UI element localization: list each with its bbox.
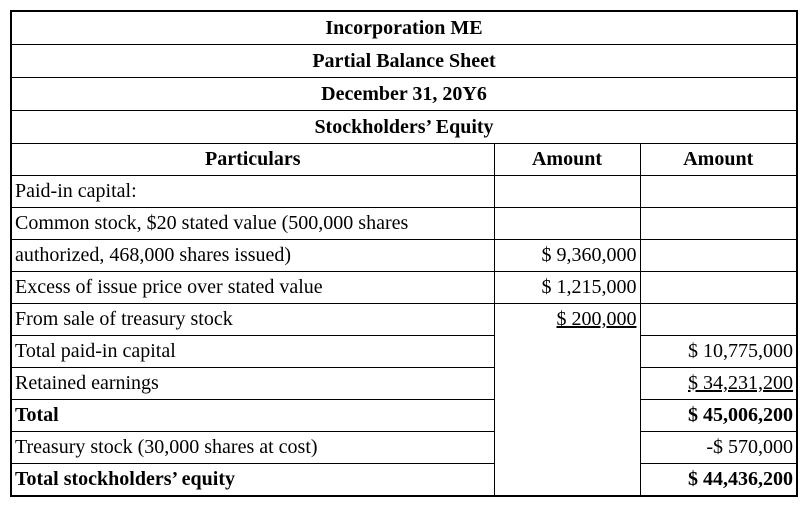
amount-cell: [640, 240, 796, 272]
amount-cell: $ 200,000: [556, 308, 637, 331]
amount-cell: $ 45,006,200: [640, 400, 796, 432]
table-row: [12, 272, 796, 304]
table-row: [12, 208, 796, 240]
amount-cell: [640, 304, 796, 336]
column-header-particulars: Particulars: [12, 144, 494, 176]
statement-title: Partial Balance Sheet: [12, 45, 796, 78]
row-label: Total: [12, 400, 494, 432]
section-title: Stockholders’ Equity: [12, 111, 796, 144]
row-label: Total stockholders’ equity: [12, 464, 494, 496]
amount-cell: [494, 368, 640, 400]
row-label: Paid-in capital:: [12, 176, 494, 208]
amount-cell: [494, 464, 640, 496]
amount-cell: $ 9,360,000: [494, 240, 640, 272]
amount-cell: -$ 570,000: [640, 432, 796, 464]
table-row: [12, 368, 796, 400]
row-label: Retained earnings: [12, 368, 494, 400]
amount-cell: [640, 208, 796, 240]
row-label: authorized, 468,000 shares issued): [12, 240, 494, 272]
amount-cell: $ 34,231,200: [688, 372, 793, 394]
table-row: [12, 464, 796, 496]
amount-cell: [494, 176, 640, 208]
column-header-amount-2: Amount: [640, 144, 796, 176]
table-row: [12, 400, 796, 432]
amount-cell: $ 10,775,000: [640, 336, 796, 368]
table-header-row: [12, 144, 796, 176]
balance-sheet: [10, 10, 798, 497]
amount-cell: [640, 272, 796, 304]
row-label: Treasury stock (30,000 shares at cost): [12, 432, 494, 464]
table-row: [12, 240, 796, 272]
row-label: Common stock, $20 stated value (500,000 shares: [12, 208, 494, 240]
table-row: [12, 304, 796, 336]
row-label: From sale of treasury stock: [12, 304, 494, 336]
table-row: [12, 336, 796, 368]
table-row: [12, 176, 796, 208]
company-name: Incorporation ME: [12, 12, 796, 45]
amount-cell: $ 1,215,000: [494, 272, 640, 304]
equity-table: [12, 144, 796, 495]
row-label: Excess of issue price over stated value: [12, 272, 494, 304]
table-row: [12, 432, 796, 464]
amount-cell: [494, 400, 640, 432]
statement-date: December 31, 20Y6: [12, 78, 796, 111]
column-header-amount-1: Amount: [494, 144, 640, 176]
amount-cell: [494, 336, 640, 368]
amount-cell: $ 44,436,200: [640, 464, 796, 496]
amount-cell: [494, 208, 640, 240]
row-label: Total paid-in capital: [12, 336, 494, 368]
amount-cell: [494, 432, 640, 464]
amount-cell: [640, 176, 796, 208]
